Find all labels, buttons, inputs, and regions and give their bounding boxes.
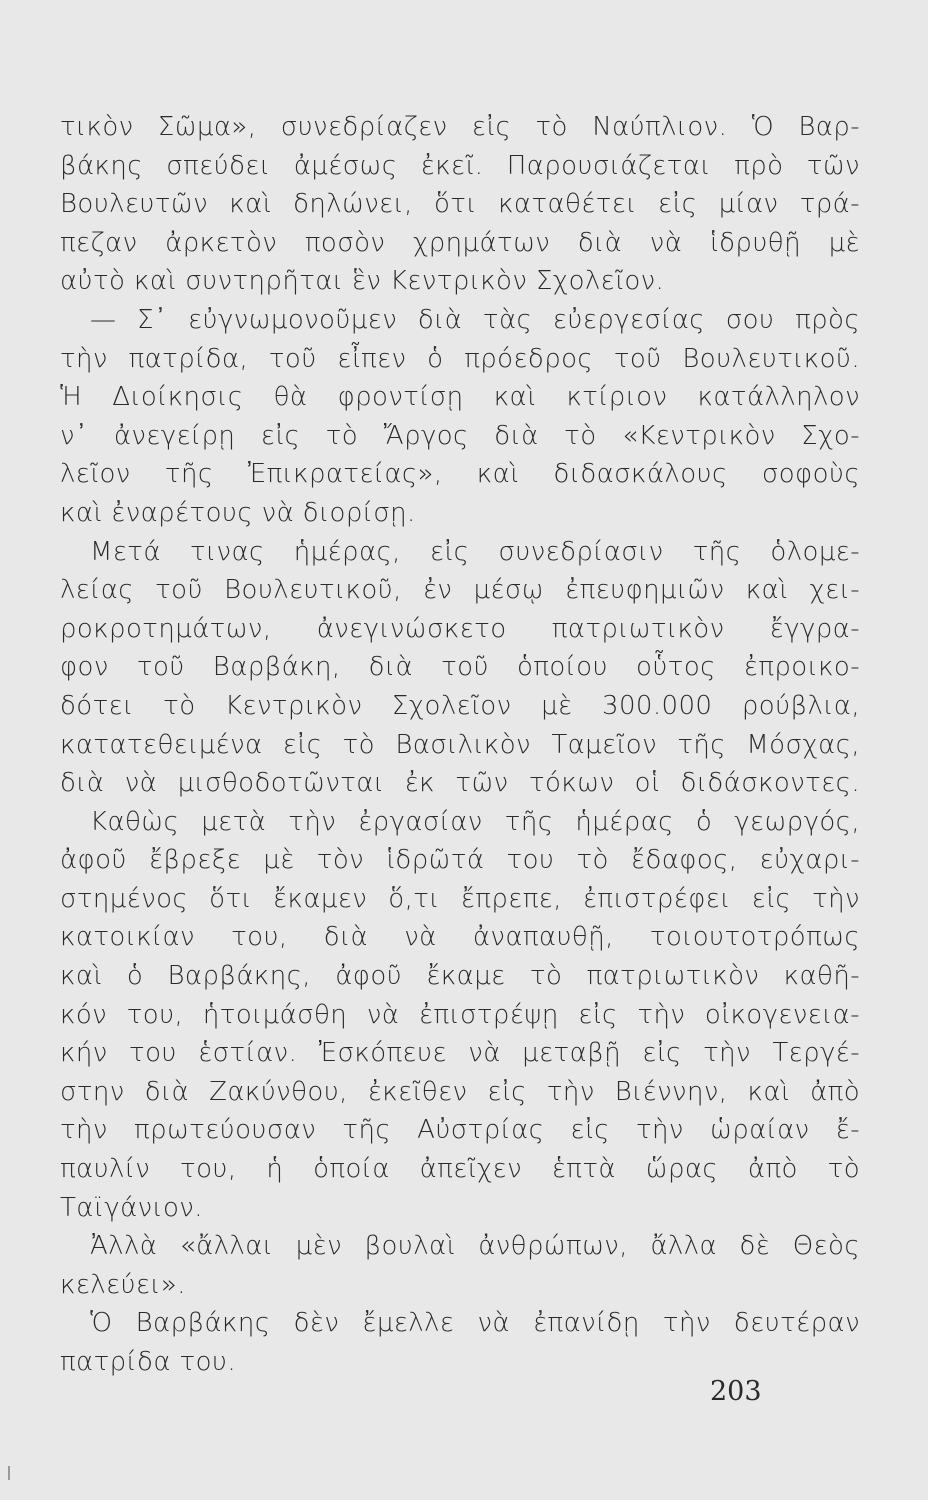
text-line: πατρίδα του. — [60, 1347, 236, 1377]
text-line: καὶ ὁ Βαρβάκης, ἀφοῦ ἔκαμε τὸ πατριωτικὸν καθῆ- — [60, 961, 860, 992]
text-line: καὶ ἐναρέτους νὰ διορίσῃ. — [60, 497, 416, 528]
text-line: βάκης σπεύδει ἀμέσως ἐκεῖ. Παρουσιάζεται πρὸ τῶν — [60, 150, 860, 181]
text-line: τὴν πατρίδα, τοῦ εἶπεν ὁ πρόεδρος τοῦ Βουλευτικοῦ. — [60, 343, 860, 374]
text-line: κατοικίαν του, διὰ νὰ ἀναπαυθῇ, τοιουτοτρόπως — [60, 922, 860, 953]
text-line: λεῖον τῆς Ἐπικρατείας», καὶ διδασκάλους σοφοὺς — [60, 459, 860, 490]
text-line: αὐτὸ καὶ συντηρῆται ἓν Κεντρικὸν Σχολεῖον. — [60, 266, 665, 297]
text-line: Μετά τινας ἡμέρας, εἰς συνεδρίασιν τῆς ὁλομε- — [90, 536, 860, 567]
text-line: Ἀλλὰ «ἄλλαι μὲν βουλαὶ ἀνθρώπων, ἄλλα δὲ Θεὸς — [90, 1231, 860, 1262]
text-line: φον τοῦ Βαρβάκη, διὰ τοῦ ὁποίου οὗτος ἐπροικο- — [60, 652, 860, 683]
text-line: πεζαν ἀρκετὸν ποσὸν χρημάτων διὰ νὰ ἱδρυθῇ μὲ — [60, 227, 860, 258]
text-line: Ἡ Διοίκησις θὰ φροντίσῃ καὶ κτίριον κατάλληλον — [60, 382, 860, 413]
text-line: ροκροτημάτων, ἀνεγινώσκετο πατριωτικὸν ἔγγρα- — [60, 613, 860, 644]
text-line: Ταϊγάνιον. — [60, 1192, 203, 1223]
page-number: 203 — [710, 1376, 762, 1407]
text-line: κατατεθειμένα εἰς τὸ Βασιλικὸν Ταμεῖον τῆς Μόσχας, — [60, 729, 860, 760]
text-line: παυλίν του, ἡ ὁποία ἀπεῖχεν ἑπτὰ ὥρας ἀπὸ τὸ — [60, 1154, 860, 1185]
text-line: κήν του ἑστίαν. Ἐσκόπευε νὰ μεταβῇ εἰς τὴν Τεργέ- — [60, 1038, 860, 1069]
text-line: ἀφοῦ ἔβρεξε μὲ τὸν ἱδρῶτά του τὸ ἔδαφος, εὐχαρι- — [60, 845, 860, 876]
text-line: ν᾽ ἀνεγείρῃ εἰς τὸ Ἄργος διὰ τὸ «Κεντρικὸν Σχο- — [60, 420, 860, 451]
text-line: διὰ νὰ μισθοδοτῶνται ἐκ τῶν τόκων οἱ διδάσκοντες. — [60, 768, 860, 799]
text-line: στημένος ὅτι ἔκαμεν ὅ,τι ἔπρεπε, ἐπιστρέφει εἰς τὴν — [60, 883, 860, 914]
text-line: δότει τὸ Κεντρικὸν Σχολεῖον μὲ 300.000 ρούβλια, — [60, 690, 860, 721]
text-line: τὴν πρωτεύουσαν τῆς Αὐστρίας εἰς τὴν ὡραίαν ἔ- — [60, 1115, 860, 1146]
text-line: στην διὰ Ζακύνθου, ἐκεῖθεν εἰς τὴν Βιέννην, καὶ ἀπὸ — [60, 1076, 860, 1107]
text-line: Καθὼς μετὰ τὴν ἐργασίαν τῆς ἡμέρας ὁ γεωργός, — [90, 806, 860, 837]
text-line: λείας τοῦ Βουλευτικοῦ, ἐν μέσῳ ἐπευφημιῶν καὶ χει- — [60, 575, 860, 606]
body-text — [60, 108, 860, 1382]
text-line: Βουλευτῶν καὶ δηλώνει, ὅτι καταθέτει εἰς μίαν τρά- — [60, 189, 860, 220]
text-line: Ὁ Βαρβάκης δὲν ἔμελλε νὰ ἐπανίδῃ τὴν δευτέραν — [90, 1308, 860, 1339]
text-line: κελεύει». — [60, 1269, 186, 1300]
scan-edge-mark — [8, 1466, 10, 1480]
text-line: κόν του, ἡτοιμάσθη νὰ ἐπιστρέψῃ εἰς τὴν οἰκογενεια- — [60, 999, 860, 1030]
text-line: τικὸν Σῶμα», συνεδρίαζεν εἰς τὸ Ναύπλιον. Ὁ Βαρ- — [60, 112, 860, 142]
text-line: — Σ᾽ εὐγνωμονοῦμεν διὰ τὰς εὐεργεσίας σου πρὸς — [90, 304, 860, 335]
